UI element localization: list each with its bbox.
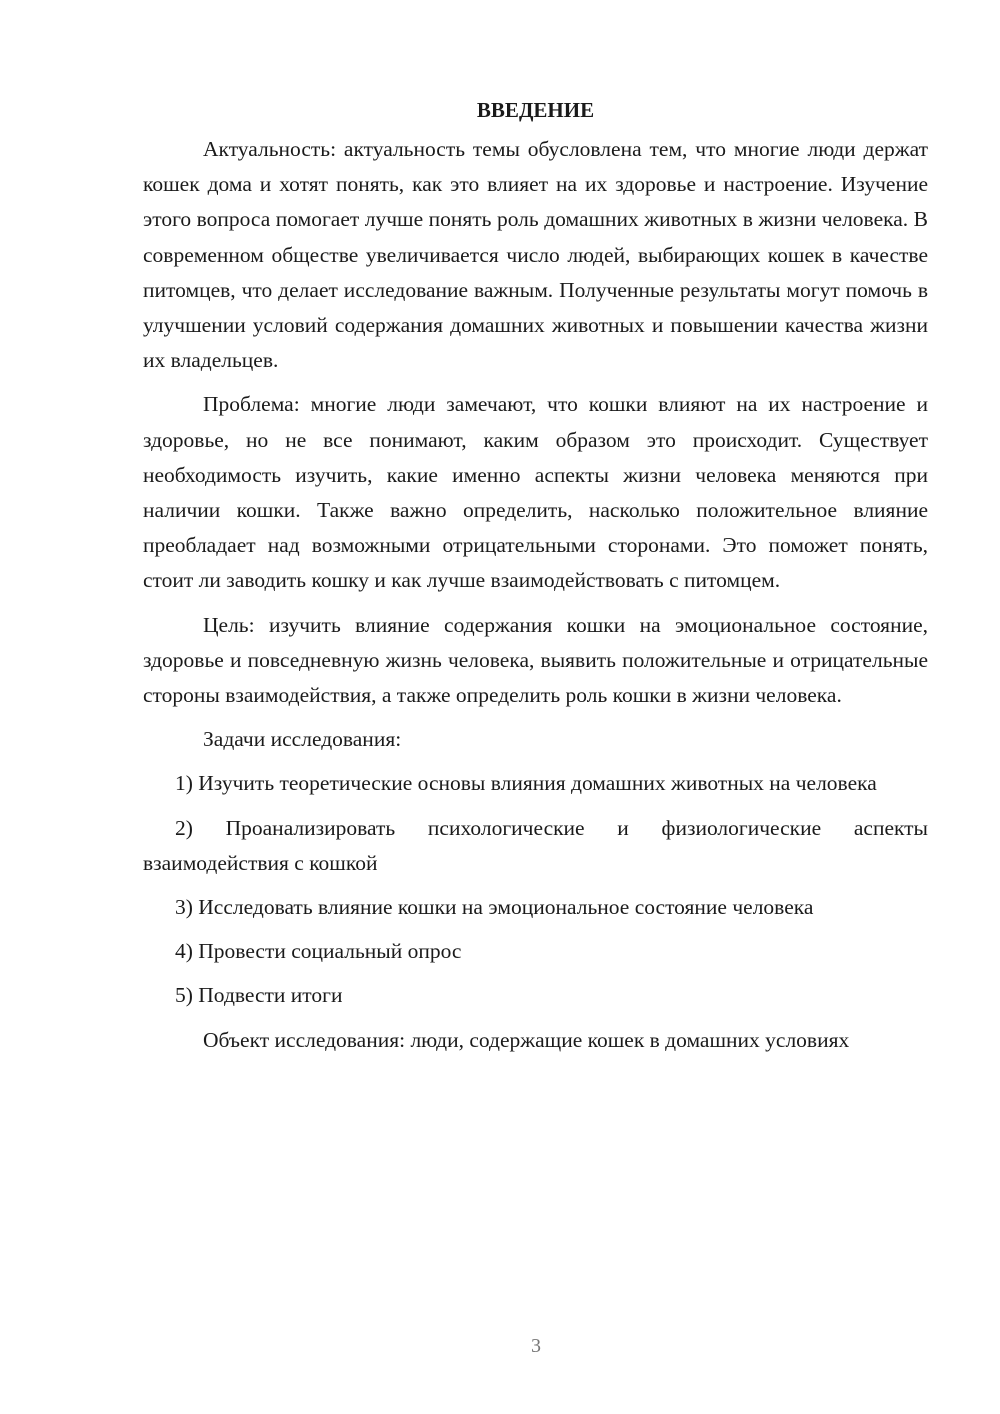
object-paragraph: Объект исследования: люди, содержащие кошек в домашних условиях	[203, 1027, 850, 1052]
tasks-heading: Задачи исследования:	[203, 727, 402, 752]
page-number: 3	[531, 1335, 541, 1357]
task-item-4: 4) Провести социальный опрос	[175, 939, 462, 964]
page-content	[143, 92, 928, 1067]
task-item-3: 3) Исследовать влияние кошки на эмоциональное состояние человека	[175, 895, 814, 920]
task-item-1: 1) Изучить теоретические основы влияния домашних животных на человека	[175, 771, 877, 796]
task-item-2: 2) Проанализировать психологические и физиологические аспекты взаимодействия с кошкой	[143, 815, 928, 875]
section-title: ВВЕДЕНИЕ	[476, 98, 595, 122]
task-item-5: 5) Подвести итоги	[175, 983, 343, 1008]
goal-paragraph: Цель: изучить влияние содержания кошки на эмоциональное состояние, здоровье и повседневную жизнь человека, выявить положительные и отрицательные стороны взаимодействия, а также определить роль кошки в жизни человека.	[143, 612, 928, 708]
relevance-paragraph: Актуальность: актуальность темы обусловлена тем, что многие люди держат кошек дома и хотят понять, как это влияет на их здоровье и настроение. Изучение этого вопроса помогает лучше понять роль домашних животных в жизни человека. В современном обществе увеличивается число людей, выбирающих кошек в качестве питомцев, что делает исследование важным. Полученные результаты могут помочь в улучшении условий содержания домашних животных и повышении качества жизни их владельцев.	[143, 137, 928, 373]
problem-paragraph: Проблема: многие люди замечают, что кошки влияют на их настроение и здоровье, но не все понимают, каким образом это происходит. Существует необходимость изучить, какие именно аспекты жизни человека меняются при наличии кошки. Также важно определить, насколько положительное влияние преобладает над возможными отрицательными сторонами. Это поможет понять, стоит ли заводить кошку и как лучше взаимодействовать с питомцем.	[143, 392, 928, 593]
